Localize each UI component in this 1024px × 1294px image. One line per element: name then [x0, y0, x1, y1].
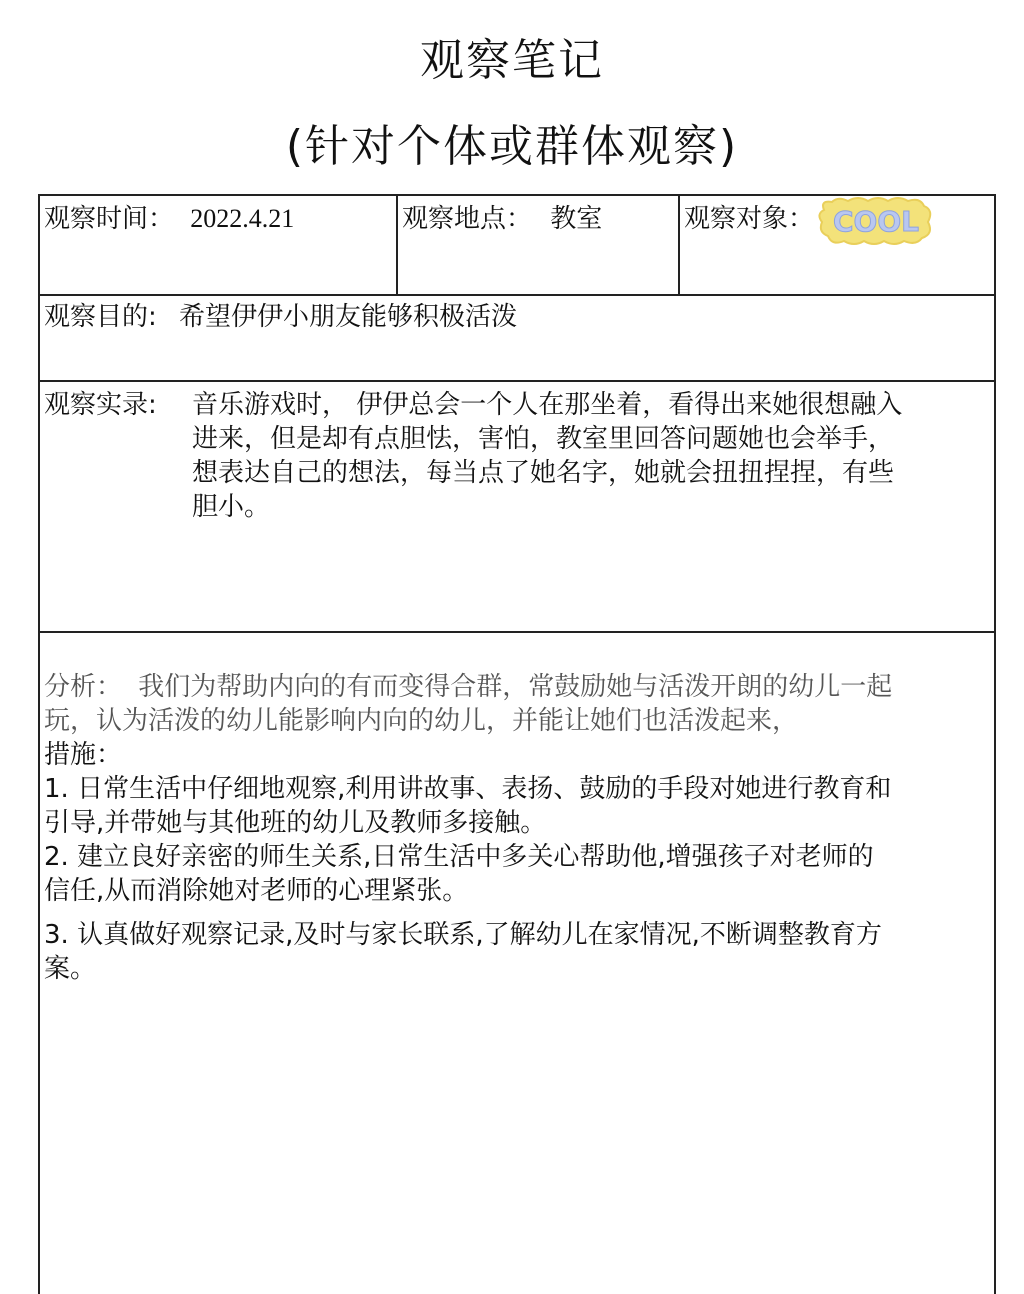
- column-divider: [678, 196, 680, 296]
- measure-line: 3. 认真做好观察记录,及时与家长联系,了解幼儿在家情况,不断调整教育方: [44, 920, 882, 950]
- place-cell: [402, 202, 602, 236]
- measures-label: 措施：: [44, 740, 123, 770]
- time-cell: [44, 202, 294, 236]
- subject-cell: [684, 202, 814, 236]
- subject-label: 观察对象：: [684, 204, 815, 234]
- record-line: 想表达自己的想法，每当点了她名字，她就会扭扭捏捏，有些: [192, 458, 895, 488]
- record-line: 进来，但是却有点胆怯，害怕，教室里回答问题她也会举手，: [192, 424, 895, 454]
- observation-table: [38, 194, 996, 1294]
- row-divider: [40, 631, 994, 633]
- record-line: 音乐游戏时， 伊伊总会一个人在那坐着，看得出来她很想融入: [192, 390, 903, 420]
- page-subtitle: (针对个体或群体观察): [285, 121, 739, 172]
- measure-item: [44, 840, 891, 908]
- row-divider: [40, 294, 994, 296]
- cool-logo-text: COOL: [833, 205, 919, 238]
- measure-line: 案。: [44, 954, 97, 984]
- measure-line: 信任,从而消除她对老师的心理紧张。: [44, 876, 469, 906]
- cool-sticker-logo: [818, 196, 934, 246]
- column-divider: [396, 196, 398, 296]
- analysis-line: 我们为帮助内向的有而变得合群，常鼓励她与活泼开朗的幼儿一起: [138, 672, 893, 702]
- record-text: [192, 388, 902, 524]
- purpose-label: 观察目的:: [44, 302, 157, 332]
- purpose-text: 希望伊伊小朋友能够积极活泼: [179, 302, 518, 332]
- place-value: 教室: [550, 204, 603, 234]
- time-label: 观察时间：: [44, 204, 175, 234]
- analysis-block: [44, 670, 892, 738]
- measure-line: 2. 建立良好亲密的师生关系,日常生活中多关心帮助他,增强孩子对老师的: [44, 842, 874, 872]
- page-title: 观察笔记: [420, 35, 604, 86]
- purpose-cell: [44, 300, 517, 334]
- row-divider: [40, 380, 994, 382]
- measure-item: [44, 772, 891, 840]
- record-line: 胆小。: [192, 492, 271, 522]
- measure-line: 1. 日常生活中仔细地观察,利用讲故事、表扬、鼓励的手段对她进行教育和: [44, 774, 892, 804]
- time-value: 2022.4.21: [190, 204, 295, 233]
- measures-block: [44, 738, 891, 986]
- measure-line: 引导,并带她与其他班的幼儿及教师多接触。: [44, 808, 547, 838]
- analysis-label: 分析：: [44, 672, 123, 702]
- record-label: 观察实录:: [44, 390, 157, 420]
- analysis-line: 玩，认为活泼的幼儿能影响内向的幼儿，并能让她们也活泼起来，: [44, 706, 799, 736]
- measure-item: [44, 918, 891, 986]
- place-label: 观察地点：: [402, 204, 533, 234]
